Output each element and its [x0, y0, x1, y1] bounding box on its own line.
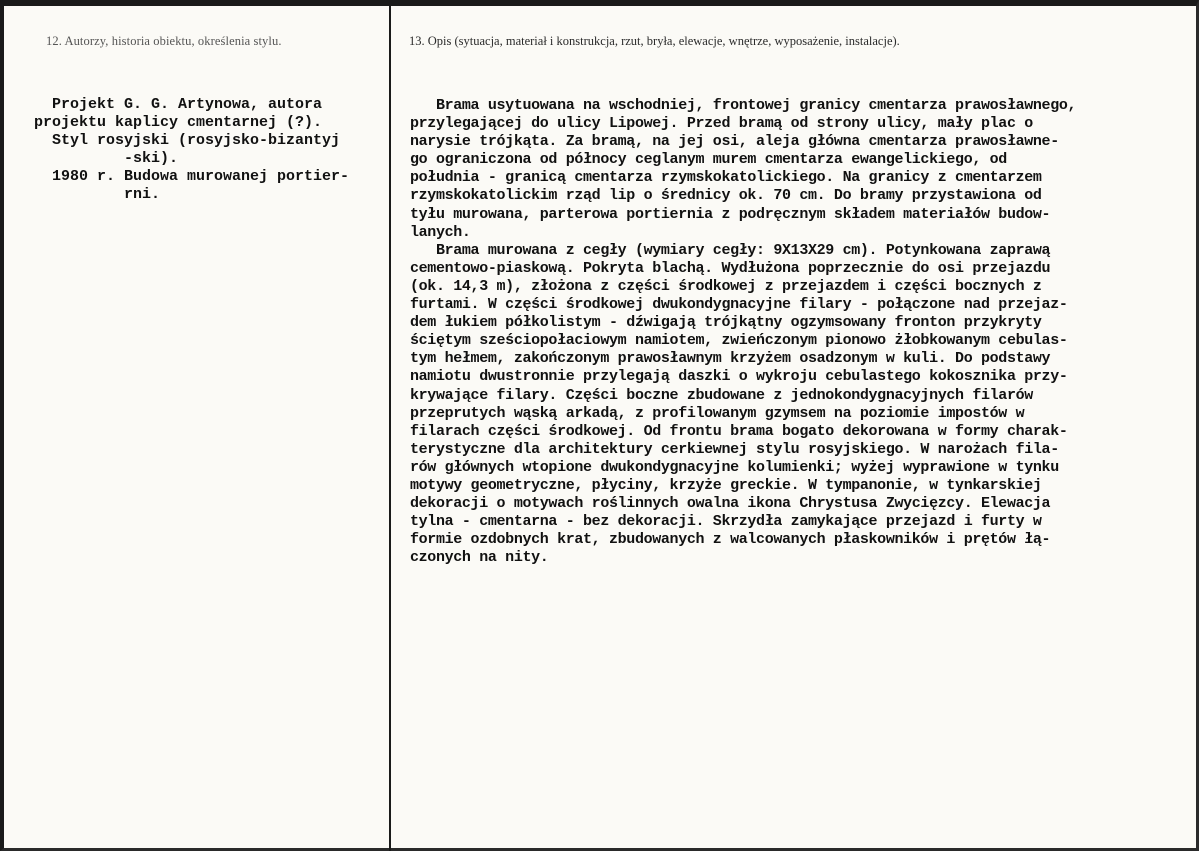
authors-history-text: Projekt G. G. Artynowa, autora projektu kaplicy cmentarnej (?). Styl rosyjski (rosyjsko-bizantyj -ski). 1980 r. Budowa murowanej portier- rni. — [34, 96, 350, 204]
description-text: Brama usytuowana na wschodniej, frontowej granicy cmentarza prawosławnego, przylegającej do ulicy Lipowej. Przed bramą od strony ulicy, mały plac o narysie trójkąta. Za bramą, na jej osi, aleja główna cmentarza prawosławne- go ograniczona od północy ceglanym murem cmentarza ewangelickiego, od południa - granicą cmentarza rzymskokatolickiego. Na granicy z cmentarzem rzymskokatolickim rząd lip o średnicy ok. 70 cm. Do bramy przystawiona od tyłu murowana, parterowa portiernia z podręcznym składem materiałów budow- lanych. Brama murowana z cegły (wymiary cegły: 9X13X29 cm). Potynkowana zaprawą cementowo-piaskową. Pokryta blachą. Wydłużona poprzecznie do osi przejazdu (ok. 14,3 m), złożona z części środkowej z przejazdem i części bocznych z furtami. W części środkowej dwukondygnacyjne filary - połączone nad przejaz- dem łukiem półkolistym - dźwigają trójkątny ogzymsowany fronton przykryty ściętym sześciopołaciowym namiotem, zwieńczonym pionowo żłobkowanym cebulas- tym hełmem, zakończonym prawosławnym krzyżem osadzonym w kuli. Do podstawy namiotu dwustronnie przylegają daszki o wykroju cebulastego kokosznika przy- krywające filary. Części boczne zbudowane z jednokondygnacyjnych filarów przeprutych wąską arkadą, z profilowanym gzymsem na poziomie impostów w filarach części środkowej. Od frontu brama bogato dekorowana w formy charak- terystyczne dla architektury cerkiewnej stylu rosyjskiego. W narożach fila- rów głównych wtopione dwukondygnacyjne kolumienki; wyżej wyprawione w tynku motywy geometryczne, płyciny, krzyże greckie. W tympanonie, w tynkarskiej dekoracji o motywach roślinnych owalna ikona Chrystusa Zwycięzcy. Elewacja tylna - cmentarna - bez dekoracji. Skrzydła zamykające przejazd i furty w formie ozdobnych krat, zbudowanych z walcowanych płaskowników i prętów łą- czonych na nity. — [410, 97, 1077, 567]
section-12-header: 12. Autorzy, historia obiektu, określenia stylu. — [46, 34, 282, 48]
column-divider — [389, 6, 391, 851]
section-13-header: 13. Opis (sytuacja, materiał i konstrukcja, rzut, bryła, elewacje, wnętrze, wyposażenie, instalacje). — [409, 34, 900, 48]
